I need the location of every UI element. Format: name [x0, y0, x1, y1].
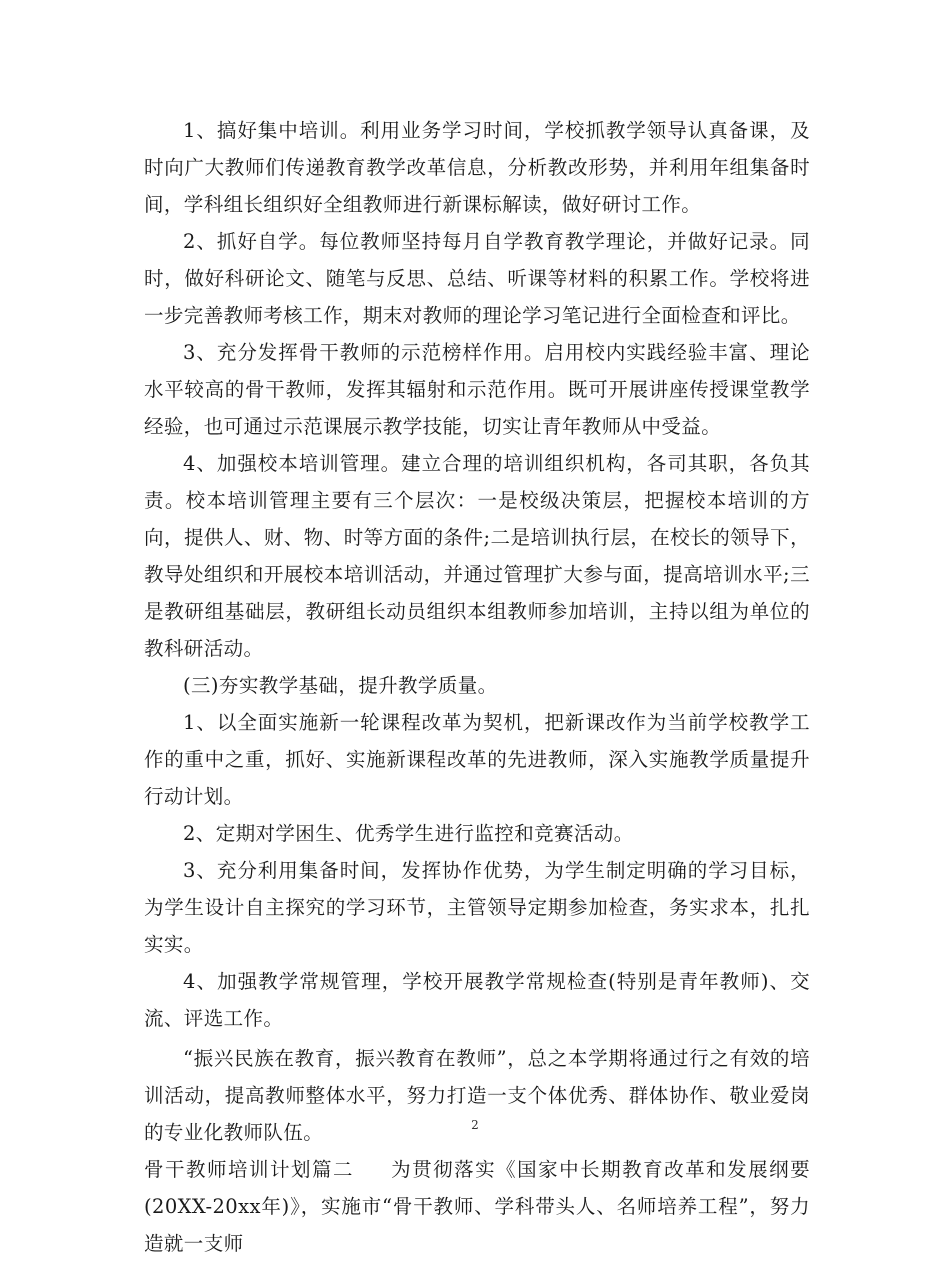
- paragraph-backbone-teachers: 3、充分发挥骨干教师的示范榜样作用。启用校内实践经验丰富、理论水平较高的骨干教师，发挥其辐射和示范作用。既可开展讲座传授课堂教学经验，也可通过示范课展示教学技能，切实让青年教师从中受益。: [144, 341, 810, 438]
- document-body: [144, 112, 810, 1262]
- paragraph-self-study: 2、抓好自学。每位教师坚持每月自学教育教学理论，并做好记录。同时，做好科研论文、随笔与反思、总结、听课等材料的积累工作。学校将进一步完善教师考核工作，期末对教师的理论学习笔记进行全面检查和评比。: [144, 230, 810, 327]
- paragraph-train-centralized: 1、搞好集中培训。利用业务学习时间，学校抓教学领导认真备课，及时向广大教师们传递教育教学改革信息，分析教改形势，并利用年组集备时间，学科组长组织好全组教师进行新课标解读，做好研讨工作。: [144, 119, 810, 216]
- section-text: 为贯彻落实《国家中长期教育改革和发展纲要(20XX-20xx年)》，实施市“骨干教师、学科带头人、名师培养工程”，努力造就一支师: [144, 1158, 810, 1255]
- paragraph-collaboration: 3、充分利用集备时间，发挥协作优势，为学生制定明确的学习目标，为学生设计自主探究的学习环节，主管领导定期参加检查，务实求本，扎扎实实。: [144, 859, 810, 956]
- paragraph-curriculum-reform: 1、以全面实施新一轮课程改革为契机，把新课改作为当前学校教学工作的重中之重，抓好、实施新课程改革的先进教师，深入实施教学质量提升行动计划。: [144, 711, 810, 808]
- section-subheading: (三)夯实教学基础，提升教学质量。: [183, 674, 498, 697]
- paragraph-conclusion: “振兴民族在教育，振兴教育在教师”，总之本学期将通过行之有效的培训活动，提高教师整体水平，努力打造一支个体优秀、群体协作、敬业爱岗的专业化教师队伍。: [144, 1047, 810, 1144]
- section-title: 骨干教师培训计划篇二: [144, 1158, 354, 1181]
- paragraph-teaching-routine: 4、加强教学常规管理，学校开展教学常规检查(特别是青年教师)、交流、评选工作。: [144, 970, 810, 1030]
- paragraph-training-management: 4、加强校本培训管理。建立合理的培训组织机构，各司其职，各负其责。校本培训管理主要有三个层次：一是校级决策层，把握校本培训的方向，提供人、财、物、时等方面的条件;二是培训执行层，在校长的领导下，教导处组织和开展校本培训活动，并通过管理扩大参与面，提高培训水平;三是教研组基础层，教研组长动员组织本组教师参加培训，主持以组为单位的教科研活动。: [144, 452, 810, 660]
- paragraph-monitoring: 2、定期对学困生、优秀学生进行监控和竞赛活动。: [183, 822, 634, 845]
- section-two-intro: [144, 1151, 810, 1262]
- page-number: 2: [471, 1118, 479, 1132]
